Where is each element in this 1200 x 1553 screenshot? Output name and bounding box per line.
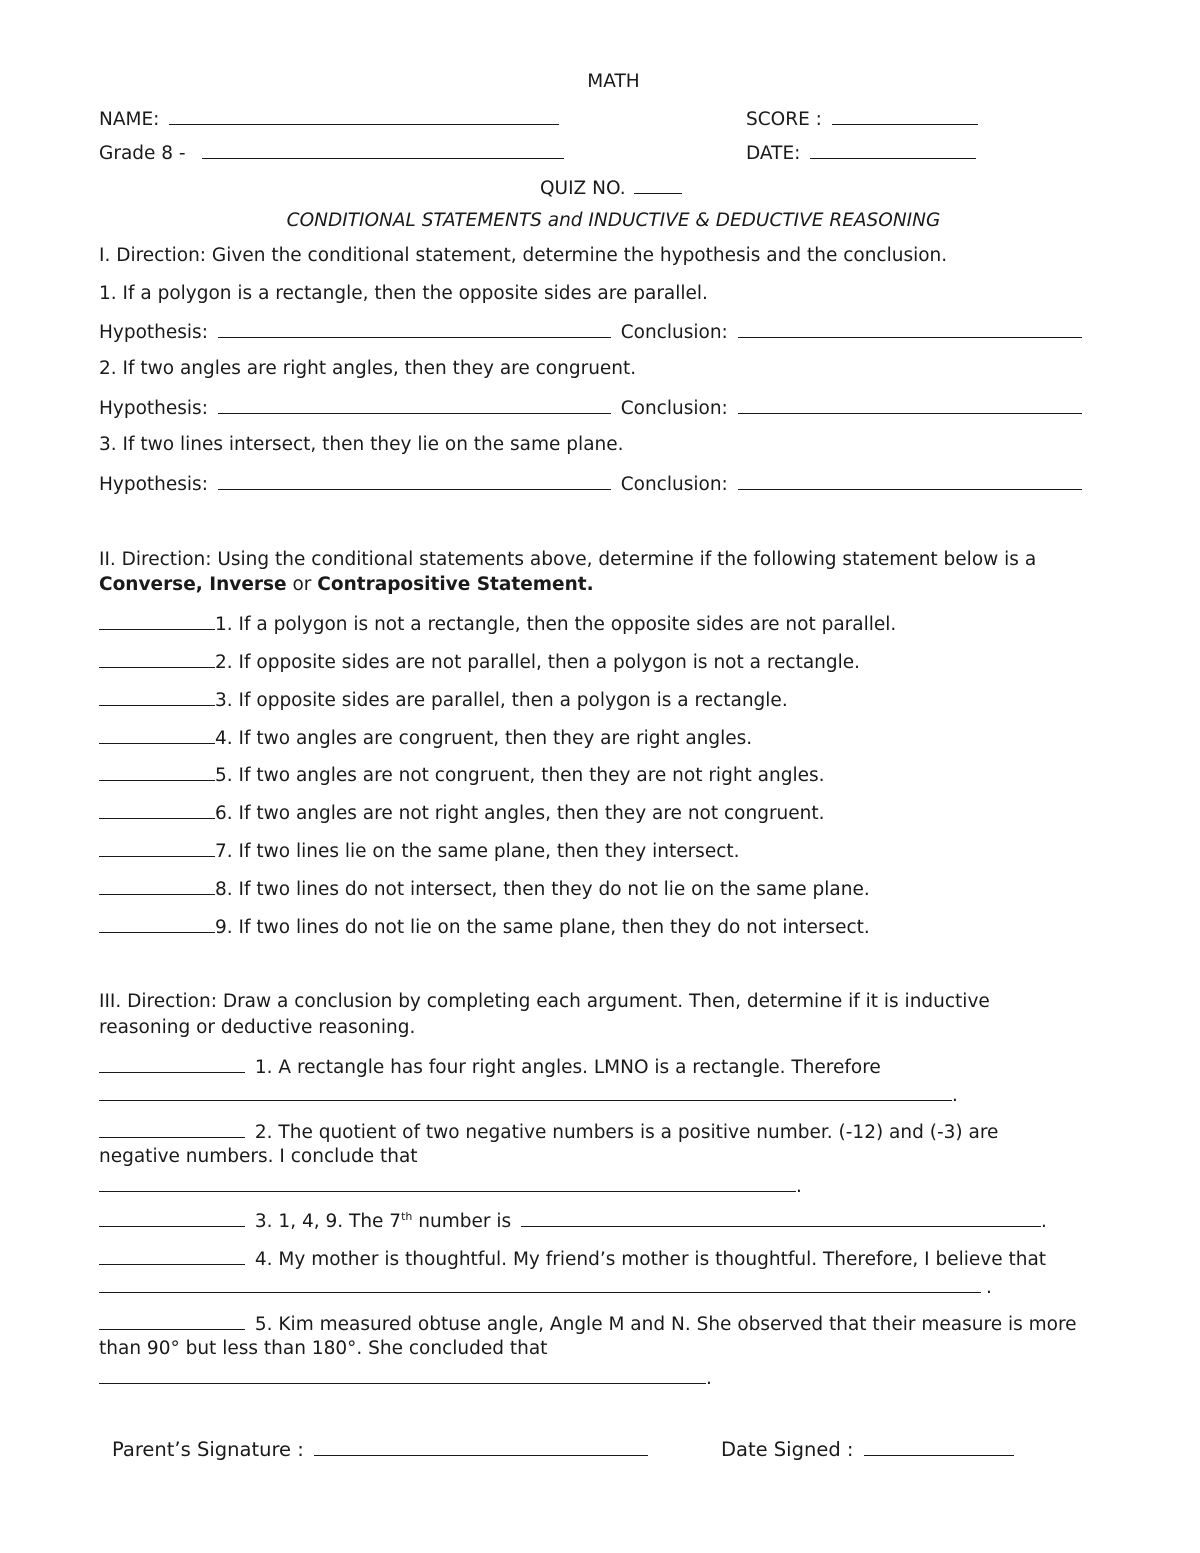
date-signed-label: Date Signed :: [721, 1438, 854, 1461]
part2-item: [99, 877, 870, 901]
conclusion-label: Conclusion:: [620, 398, 728, 419]
part2-item: [99, 726, 752, 750]
period: .: [706, 1368, 712, 1389]
part2-answer-field-8[interactable]: [99, 877, 215, 895]
part2-item-text: 6. If two angles are not right angles, then they are not congruent.: [215, 803, 825, 824]
conclusion-answer-field-5[interactable]: [99, 1366, 706, 1384]
part3-question-5-cont: than 90° but less than 180°. She concluded that: [99, 1338, 548, 1359]
part2-answer-field-5[interactable]: [99, 763, 215, 781]
part2-item-text: 4. If two angles are congruent, then they are right angles.: [215, 728, 753, 749]
part2-answer-field-2[interactable]: [99, 650, 215, 668]
part1-item-1: 1. If a polygon is a rectangle, then the opposite sides are parallel.: [99, 283, 708, 304]
conclusion-answer-field-1[interactable]: [99, 1083, 952, 1101]
conclusion-answer-field-4[interactable]: [99, 1275, 981, 1293]
part2-answer-field-4[interactable]: [99, 726, 215, 744]
name-label: NAME:: [99, 109, 160, 130]
question-text: number is: [418, 1211, 512, 1232]
part3-question-2: [99, 1120, 998, 1144]
conclusion-field-2[interactable]: [738, 396, 1082, 414]
score-field[interactable]: [832, 107, 978, 125]
quiz-number-row: [540, 176, 682, 200]
name-field[interactable]: [169, 107, 559, 125]
part2-item: [99, 915, 870, 939]
reasoning-type-field-2[interactable]: [99, 1120, 245, 1138]
reasoning-type-field-5[interactable]: [99, 1312, 245, 1330]
option-contrapositive: Contrapositive Statement.: [317, 574, 594, 595]
reasoning-type-field-4[interactable]: [99, 1247, 245, 1265]
option-or: or: [292, 574, 312, 595]
part2-item-text: 1. If a polygon is not a rectangle, then the opposite sides are not parallel.: [215, 614, 897, 635]
hypothesis-label: Hypothesis:: [99, 474, 208, 495]
part2-item-text: 3. If opposite sides are parallel, then a polygon is a rectangle.: [215, 690, 788, 711]
part3-answer-line-1: [99, 1083, 958, 1107]
score-label: SCORE :: [746, 109, 822, 130]
reasoning-type-field-1[interactable]: [99, 1055, 245, 1073]
part3-answer-line-2: [99, 1174, 802, 1198]
part1-item-2: 2. If two angles are right angles, then they are congruent.: [99, 358, 637, 379]
date-label: DATE:: [746, 143, 801, 164]
part2-item-text: 2. If opposite sides are not parallel, then a polygon is not a rectangle.: [215, 652, 861, 673]
part2-answer-field-9[interactable]: [99, 915, 215, 933]
grade-section-field[interactable]: [202, 141, 564, 159]
part1-item-3: 3. If two lines intersect, then they lie on the same plane.: [99, 434, 624, 455]
part3-answer-line-4: [99, 1275, 992, 1299]
date-signed-field[interactable]: [864, 1438, 1014, 1456]
part2-item: [99, 688, 788, 712]
part3-direction-line1: III. Direction: Draw a conclusion by completing each argument. Then, determine if it is inductive: [99, 991, 990, 1012]
signature-row: [112, 1438, 648, 1461]
part3-direction-line2: reasoning or deductive reasoning.: [99, 1017, 416, 1038]
part2-options: [99, 574, 594, 596]
hypothesis-label: Hypothesis:: [99, 398, 208, 419]
part3-answer-line-5: [99, 1366, 712, 1390]
date-signed-row: [721, 1438, 1014, 1461]
question-text: 1. A rectangle has four right angles. LMNO is a rectangle. Therefore: [254, 1057, 881, 1078]
quiz-title: CONDITIONAL STATEMENTS and INDUCTIVE & DEDUCTIVE REASONING: [286, 210, 941, 231]
part1-direction: I. Direction: Given the conditional statement, determine the hypothesis and the conclusion.: [99, 245, 948, 266]
hypothesis-field-3[interactable]: [218, 472, 611, 490]
conclusion-field-1[interactable]: [738, 320, 1082, 338]
question-text: 4. My mother is thoughtful. My friend’s mother is thoughtful. Therefore, I believe that: [254, 1249, 1047, 1270]
part3-question-3: [99, 1209, 1047, 1233]
period: .: [796, 1176, 802, 1197]
part2-item-text: 8. If two lines do not intersect, then they do not lie on the same plane.: [215, 879, 870, 900]
part2-answer-field-6[interactable]: [99, 801, 215, 819]
period: .: [1041, 1211, 1047, 1232]
part2-answer-field-7[interactable]: [99, 839, 215, 857]
question-text: 3. 1, 4, 9. The 7: [254, 1211, 402, 1232]
period: .: [952, 1085, 958, 1106]
part3-question-5: [99, 1312, 1077, 1336]
hypothesis-label: Hypothesis:: [99, 322, 208, 343]
conclusion-answer-field-2[interactable]: [99, 1174, 796, 1192]
grade-row: [99, 141, 564, 165]
part2-item: [99, 801, 825, 825]
part1-answer-row-1: [99, 320, 1082, 344]
part2-answer-field-1[interactable]: [99, 612, 215, 630]
ordinal-suffix: th: [401, 1210, 413, 1223]
score-row: [746, 107, 978, 131]
parent-signature-field[interactable]: [314, 1438, 648, 1456]
part2-item-text: 9. If two lines do not lie on the same plane, then they do not intersect.: [215, 917, 870, 938]
conclusion-label: Conclusion:: [620, 322, 728, 343]
parent-signature-label: Parent’s Signature :: [112, 1438, 304, 1461]
date-row: [746, 141, 976, 165]
conclusion-answer-field-3[interactable]: [521, 1209, 1041, 1227]
part3-question-4: [99, 1247, 1046, 1271]
part2-item: [99, 650, 860, 674]
grade-label: Grade 8 -: [99, 143, 186, 164]
name-row: [99, 107, 559, 131]
part1-answer-row-3: [99, 472, 1082, 496]
hypothesis-field-2[interactable]: [218, 396, 611, 414]
question-text: 2. The quotient of two negative numbers is a positive number. (-12) and (-3) are: [254, 1122, 999, 1143]
subject-title: MATH: [587, 71, 640, 92]
part3-question-2-cont: negative numbers. I conclude that: [99, 1146, 418, 1167]
part3-question-1: [99, 1055, 881, 1079]
date-field[interactable]: [810, 141, 976, 159]
part2-item-text: 5. If two angles are not congruent, then they are not right angles.: [215, 765, 825, 786]
part1-answer-row-2: [99, 396, 1082, 420]
part2-direction: II. Direction: Using the conditional statements above, determine if the following statement below is a: [99, 549, 1037, 570]
period: .: [986, 1277, 992, 1298]
part2-item: [99, 839, 740, 863]
hypothesis-field-1[interactable]: [218, 320, 611, 338]
conclusion-field-3[interactable]: [738, 472, 1082, 490]
option-converse-inverse: Converse, Inverse: [99, 574, 287, 595]
part2-answer-field-3[interactable]: [99, 688, 215, 706]
question-text: 5. Kim measured obtuse angle, Angle M and N. She observed that their measure is more: [254, 1314, 1077, 1335]
part2-item: [99, 612, 896, 636]
quiz-number-field[interactable]: [634, 176, 682, 194]
quiz-label: QUIZ NO.: [540, 178, 626, 199]
conclusion-label: Conclusion:: [620, 474, 728, 495]
part2-item-text: 7. If two lines lie on the same plane, then they intersect.: [215, 841, 740, 862]
reasoning-type-field-3[interactable]: [99, 1209, 245, 1227]
part2-item: [99, 763, 825, 787]
